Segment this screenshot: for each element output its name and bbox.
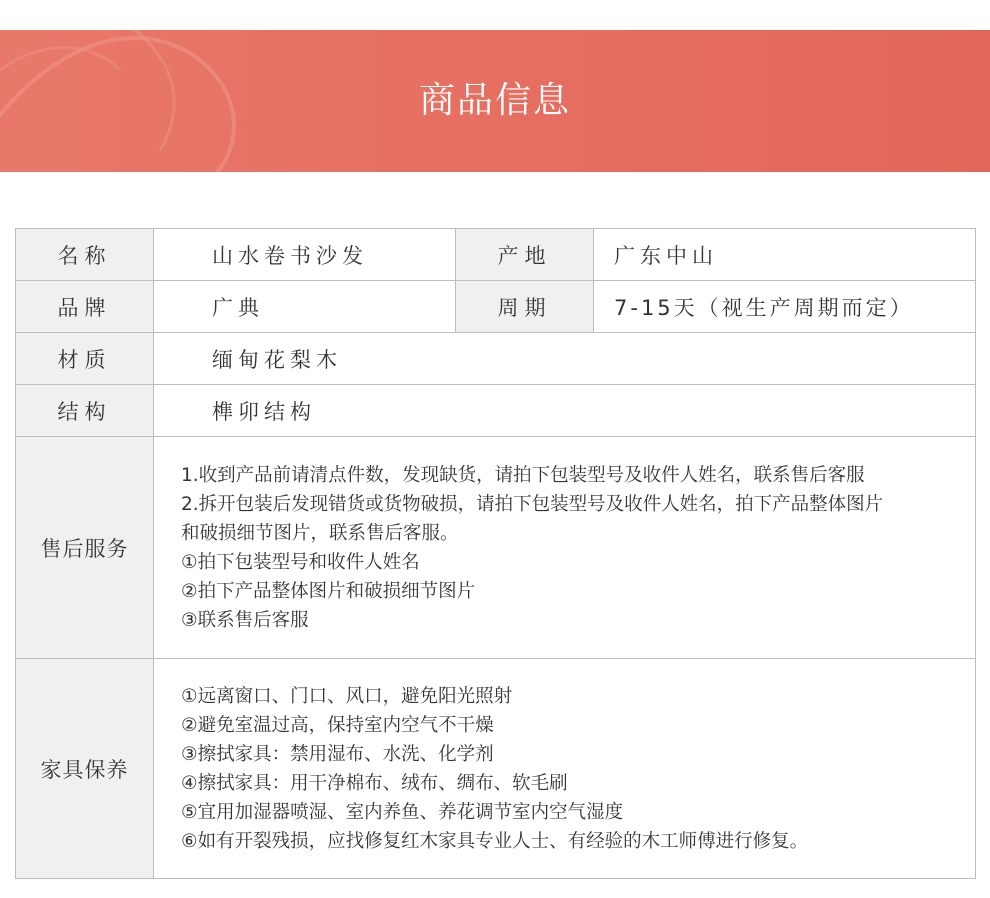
after-sales-line: 2.拆开包装后发现错货或货物破损，请拍下包装型号及收件人姓名，拍下产品整体图片 xyxy=(181,493,884,515)
header-banner xyxy=(0,30,990,172)
table-row xyxy=(16,659,976,879)
after-sales-line: ②拍下产品整体图片和破损细节图片 xyxy=(181,580,476,602)
care-line: ①远离窗口、门口、风口，避免阳光照射 xyxy=(181,685,513,707)
structure-value: 榫卯结构 xyxy=(154,385,976,437)
table-row xyxy=(16,229,976,281)
origin-value: 广东中山 xyxy=(594,229,976,281)
care-content xyxy=(154,659,976,879)
care-line: ③擦拭家具：禁用湿布、水洗、化学剂 xyxy=(181,743,494,765)
table-row xyxy=(16,333,976,385)
care-line: ④擦拭家具：用干净棉布、绒布、绸布、软毛刷 xyxy=(181,772,568,794)
after-sales-line: ③联系售后客服 xyxy=(181,609,309,631)
material-label: 材质 xyxy=(16,333,154,385)
page-title: 商品信息 xyxy=(418,80,571,121)
after-sales-line: 1.收到产品前请清点件数，发现缺货，请拍下包装型号及收件人姓名，联系售后客服 xyxy=(181,464,865,486)
care-label: 家具保养 xyxy=(16,659,154,879)
after-sales-line: 和破损细节图片，联系售后客服。 xyxy=(181,522,459,544)
structure-label: 结构 xyxy=(16,385,154,437)
care-line: ⑥如有开裂残损，应找修复红木家具专业人士、有经验的木工师傅进行修复。 xyxy=(181,830,809,852)
care-line: ⑤宜用加湿器喷湿、室内养鱼、养花调节室内空气湿度 xyxy=(181,801,624,823)
brand-value: 广典 xyxy=(154,281,456,333)
name-label: 名称 xyxy=(16,229,154,281)
table-row xyxy=(16,437,976,659)
period-label: 周期 xyxy=(456,281,594,333)
after-sales-line: ①拍下包装型号和收件人姓名 xyxy=(181,551,420,573)
product-info-table xyxy=(15,228,976,879)
brand-label: 品牌 xyxy=(16,281,154,333)
period-value: 7-15天（视生产周期而定） xyxy=(594,281,976,333)
name-value: 山水卷书沙发 xyxy=(154,229,456,281)
material-value: 缅甸花梨木 xyxy=(154,333,976,385)
after-sales-content xyxy=(154,437,976,659)
origin-label: 产地 xyxy=(456,229,594,281)
after-sales-label: 售后服务 xyxy=(16,437,154,659)
table-row xyxy=(16,281,976,333)
table-row xyxy=(16,385,976,437)
care-line: ②避免室温过高，保持室内空气不干燥 xyxy=(181,714,494,736)
